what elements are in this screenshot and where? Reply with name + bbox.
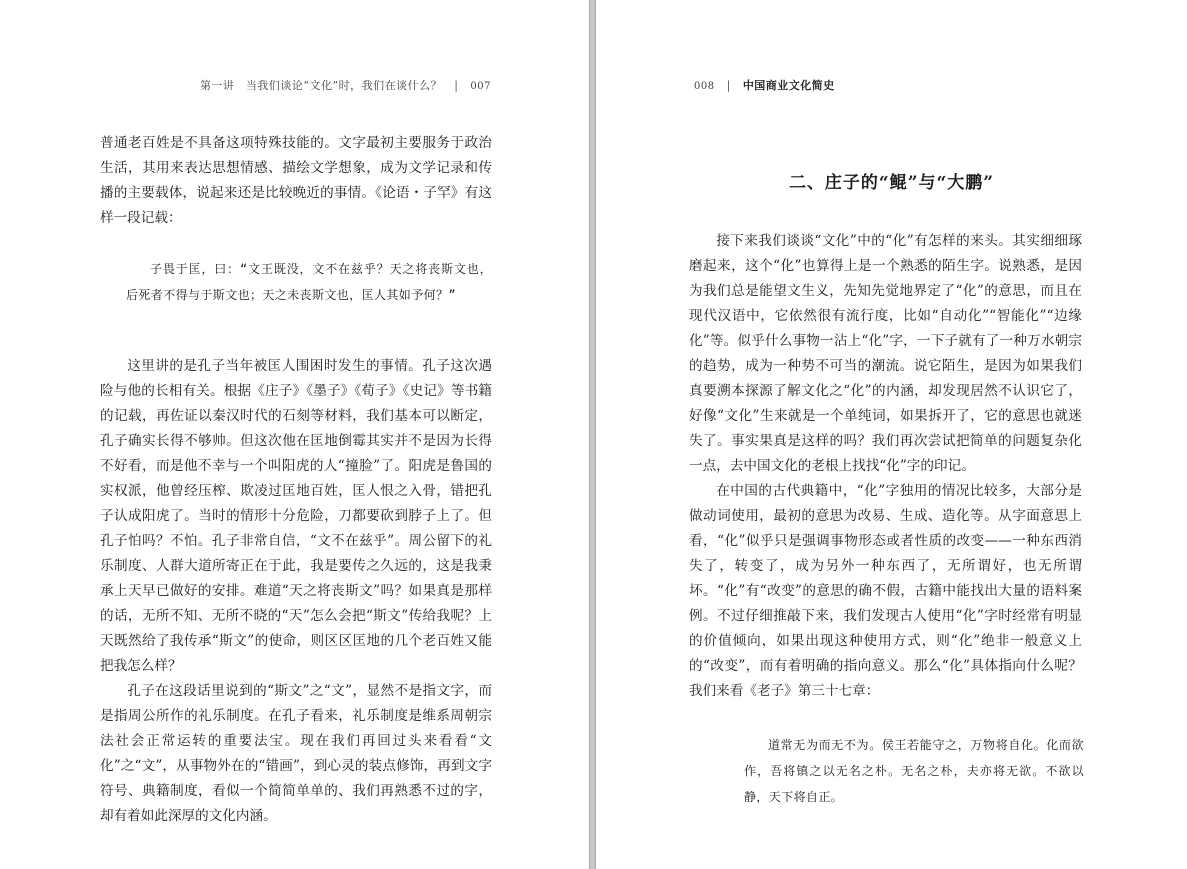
section-heading: 二、庄子的“鲲”与“大鹏” (788, 173, 995, 193)
paragraph: 普通老百姓是不具备这项特殊技能的。文字最初主要服务于政治生活，其用来表达思想情感、描绘文学想象，成为文学记录和传播的主要载体，说起来还是比较晚近的事情。《论语・子罕》有这样一段记载： (100, 135, 492, 226)
chapter-title: 第一讲 当我们谈论“文化”时，我们在谈什么？ (199, 79, 443, 92)
page-number: 008 (694, 81, 715, 92)
header-separator: | (454, 79, 459, 92)
paragraph: 这里讲的是孔子当年被匡人围困时发生的事情。孔子这次遇险与他的长相有关。根据《庄子》《墨子》《荀子》《史记》等书籍的记载，再佐证以秦汉时代的石刻等材料，我们基本可以断定，孔子确实长得不够帅。但这次他在匡地倒霉其实并不是因为长得不好看，而是他不幸与一个叫阳虎的人“撞脸”了。阳虎是鲁国的实权派，他曾经压榨、欺凌过匡地百姓，匡人恨之入骨，错把孔子认成阳虎了。当时的情形十分危险，刀都要砍到脖子上了。但孔子怕吗？不怕。孔子非常自信，“文不在兹乎”。周公留下的礼乐制度、人群大道所寄正在于此，我是要传之久远的，这是我秉承上天早已做好的安排。难道“天之将丧斯文”吗？如果真是那样的话，无所不知、无所不晓的“天”怎么会把“斯文”传给我呢？上天既然给了我传承“斯文”的使命，则区区匡地的几个老百姓又能把我怎么样？ (100, 358, 492, 674)
left-body-top (100, 131, 492, 231)
left-running-head (200, 77, 491, 93)
paragraph: 接下来我们谈谈“文化”中的“化”有怎样的来头。其实细细琢磨起来，这个“化”也算得上是一个熟悉的陌生字。说熟悉，是因为我们总是能望文生义，先知先觉地界定了“化”的意思，而且在现代汉语中，它依然很有流行度，比如“自动化”“智能化”“边缘化”等。似乎什么事物一沾上“化”字，一下子就有了一种万水朝宗的趋势，成为一种势不可当的潮流。说它陌生，是因为如果我们真要溯本探源了解文化之“化”的内涵，却发现居然不认识它了，好像“文化”生来就是一个单纯词，如果拆开了，它的意思也就迷失了。事实果真是这样的吗？我们再次尝试把简单的问题复杂化一点，去中国文化的老根上找找“化”字的印记。 (689, 233, 1082, 474)
left-body-bottom (100, 354, 492, 829)
left-page (0, 0, 590, 869)
right-running-head (694, 77, 835, 93)
paragraph: 孔子在这段话里说到的“斯文”之“文”，显然不是指文字，而是指周公所作的礼乐制度。在孔子看来，礼乐制度是维系周朝宗法社会正常运转的重要法宝。现在我们再回过头来看看“文化”之“文”，从事物外在的“错画”，到心灵的装点修饰，再到文字符号、典籍制度，看似一个简简单单的、我们再熟悉不过的字，却有着如此深厚的文化内涵。 (100, 683, 492, 824)
quote-text: 道常无为而无不为。侯王若能守之，万物将自化。化而欲作，吾将镇之以无名之朴。无名之朴，夫亦将无欲。不欲以静，天下将自正。 (744, 738, 1084, 804)
quote-text: 子畏于匡，曰：“文王既没，文不在兹乎？天之将丧斯文也，后死者不得与于斯文也；天之未丧斯文也，匡人其如予何？” (126, 262, 492, 302)
book-title: 中国商业文化简史 (742, 79, 835, 92)
right-body (689, 229, 1082, 704)
block-quote (744, 732, 1084, 810)
block-quote (126, 256, 492, 308)
right-page (595, 0, 1187, 869)
paragraph: 在中国的古代典籍中，“化”字独用的情况比较多，大部分是做动词使用，最初的意思为改易、生成、造化等。从字面意思上看，“化”似乎只是强调事物形态或者性质的改变——一种东西消失了，转变了，成为另外一种东西了，无所谓好，也无所谓坏。“化”有“改变”的意思的确不假，古籍中能找出大量的语料案例。不过仔细推敲下来，我们发现古人使用“化”字时经常有明显的价值倾向，如果出现这种使用方式，则“化”绝非一般意义上的“改变”，而有着明确的指向意义。那么“化”具体指向什么呢？我们来看《老子》第三十七章： (689, 483, 1082, 699)
page-number: 007 (470, 81, 491, 92)
header-separator: | (726, 79, 731, 92)
